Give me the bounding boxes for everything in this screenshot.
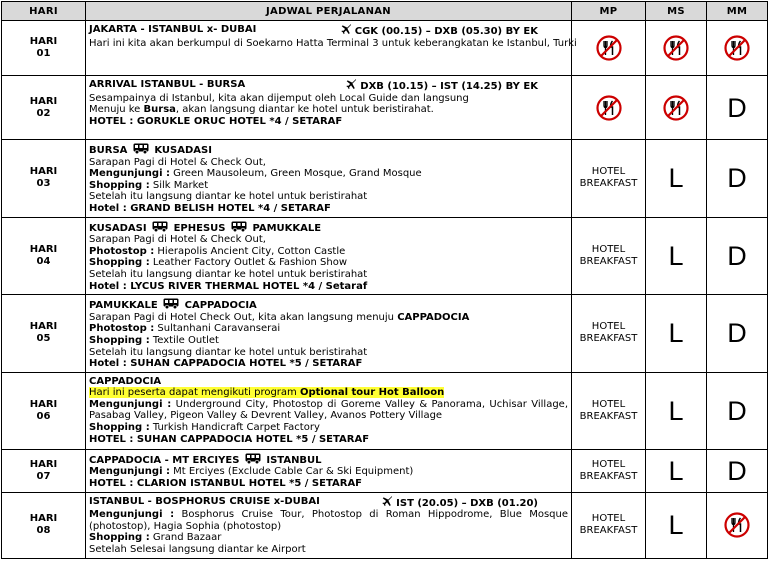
mp-cell: HOTEL BREAKFAST bbox=[572, 217, 646, 295]
mm-cell bbox=[707, 492, 768, 558]
day-number: 02 bbox=[36, 107, 51, 119]
mm-cell bbox=[707, 76, 768, 140]
table-row bbox=[2, 21, 768, 76]
meal-dinner: D bbox=[727, 92, 747, 123]
plane-icon bbox=[341, 24, 352, 35]
plan-cell bbox=[86, 21, 577, 76]
plan-cell bbox=[86, 140, 572, 218]
table-row bbox=[2, 372, 768, 449]
shopping-list: Leather Factory Outlet & Fashion Show bbox=[149, 257, 348, 269]
photostop-label: Photostop : bbox=[89, 245, 155, 257]
day-number: 06 bbox=[36, 410, 51, 422]
visit-list: Mt Erciyes (Exclude Cable Car & Ski Equipment) bbox=[169, 466, 414, 478]
day-label: HARI bbox=[29, 513, 58, 525]
hotel-info: Hotel : LYCUS RIVER THERMAL HOTEL *4 / Setaraf bbox=[89, 280, 368, 292]
shopping-label: Shopping : bbox=[89, 532, 150, 544]
bus-icon bbox=[152, 221, 168, 232]
visit-list: Green Mausoleum, Green Mosque, Grand Mosque bbox=[169, 168, 422, 180]
no-meal-icon bbox=[663, 35, 689, 61]
header-mm: MM bbox=[707, 2, 768, 21]
bus-icon bbox=[245, 453, 261, 464]
flight-info: IST (20.05) – DXB (01.20) bbox=[396, 497, 538, 509]
day-title: ARRIVAL ISTANBUL - BURSA bbox=[89, 79, 246, 90]
hotel-info: Hotel : GRAND BELISH HOTEL *4 / SETARAF bbox=[89, 202, 331, 214]
day-cell bbox=[2, 140, 86, 218]
plan-cell bbox=[86, 449, 572, 492]
meal-dinner: D bbox=[727, 318, 747, 349]
optional-tour: Optional tour Hot Balloon bbox=[299, 387, 445, 399]
ms-cell bbox=[646, 449, 707, 492]
route-end: CAPPADOCIA bbox=[184, 300, 257, 312]
day-label: HARI bbox=[29, 243, 58, 255]
plan-text: Setelah Selesai langsung diantar ke Airport bbox=[89, 544, 306, 556]
hotel-info: Hotel : SUHAN CAPPADOCIA HOTEL *5 / SETARAF bbox=[89, 358, 363, 370]
day-label: HARI bbox=[29, 321, 58, 333]
plan-text: Sarapan Pagi di Hotel Check Out, kita akan langsung menuju bbox=[89, 311, 398, 323]
meal-lunch: L bbox=[668, 318, 684, 349]
meal-dinner: D bbox=[727, 395, 747, 426]
route-start: PAMUKKALE bbox=[89, 300, 158, 312]
mp-cell bbox=[572, 76, 646, 140]
shopping-label: Shopping : bbox=[89, 179, 150, 191]
day-number: 03 bbox=[36, 178, 51, 190]
route-end: ISTANBUL bbox=[266, 454, 322, 466]
plane-icon bbox=[346, 79, 357, 90]
table-row bbox=[2, 492, 768, 558]
mm-cell bbox=[707, 449, 768, 492]
plan-cell bbox=[86, 372, 572, 449]
ms-cell bbox=[646, 21, 707, 76]
bus-icon bbox=[133, 143, 149, 154]
route-start: CAPPADOCIA - MT ERCIYES bbox=[89, 454, 240, 466]
table-row bbox=[2, 449, 768, 492]
shopping-label: Shopping : bbox=[89, 422, 150, 434]
day-cell bbox=[2, 76, 86, 140]
no-meal-icon bbox=[596, 35, 622, 61]
visit-label: Mengunjungi : bbox=[89, 509, 175, 521]
meal-lunch: L bbox=[668, 455, 684, 486]
plan-text: , akan langsung diantar ke hotel untuk beristirahat. bbox=[175, 104, 434, 116]
day-label: HARI bbox=[29, 36, 58, 47]
plan-text: Sesampainya di Istanbul, kita akan dijemput oleh Local Guide dan langsung bbox=[89, 92, 469, 104]
bus-icon bbox=[231, 221, 247, 232]
day-cell bbox=[2, 449, 86, 492]
mm-cell bbox=[707, 140, 768, 218]
day-cell bbox=[2, 492, 86, 558]
plan-cell bbox=[86, 295, 572, 373]
plan-text: Hari ini kita akan berkumpul di Soekarno Hatta Terminal 3 untuk keberangkatan ke Istanbul, Turki bbox=[89, 37, 577, 49]
mm-cell bbox=[707, 372, 768, 449]
ms-cell bbox=[646, 295, 707, 373]
meal-dinner: D bbox=[727, 163, 747, 194]
route-start: BURSA bbox=[89, 145, 128, 156]
visit-list: Underground City, Photostop di Goreme Valley & Panorama, Uchisar Village, Pasabag Valley, Pigeon Valley & Devrent Valley, Avanos Pottery Village bbox=[89, 398, 568, 422]
destination-name: CAPPADOCIA bbox=[397, 311, 470, 323]
day-label: HARI bbox=[29, 166, 58, 178]
table-header-row bbox=[2, 2, 768, 21]
day-label: HARI bbox=[29, 398, 58, 410]
shopping-list: Turkish Handicraft Carpet Factory bbox=[149, 422, 320, 434]
destination-name: Bursa bbox=[143, 104, 176, 116]
plan-text: Sarapan Pagi di Hotel & Check Out, bbox=[89, 156, 266, 168]
plane-icon bbox=[382, 496, 393, 507]
day-cell bbox=[2, 295, 86, 373]
no-meal-icon bbox=[663, 95, 689, 121]
header-mp: MP bbox=[572, 2, 646, 21]
day-title: JAKARTA - ISTANBUL x- DUBAI bbox=[89, 24, 257, 35]
meal-lunch: L bbox=[668, 163, 684, 194]
plan-text: Setelah itu langsung diantar ke hotel untuk beristirahat bbox=[89, 268, 368, 280]
ms-cell bbox=[646, 140, 707, 218]
route-stop: EPHESUS bbox=[173, 222, 226, 234]
day-label: HARI bbox=[29, 458, 58, 470]
flight-info: CGK (00.15) – DXB (05.30) BY EK bbox=[354, 26, 538, 37]
day-cell bbox=[2, 21, 86, 76]
hotel-info: HOTEL : GORUKLE ORUC HOTEL *4 / SETARAF bbox=[89, 115, 343, 127]
hotel-info: HOTEL : SUHAN CAPPADOCIA HOTEL *5 / SETARAF bbox=[89, 433, 370, 445]
plan-text: Hari ini peserta dapat mengikuti program bbox=[89, 387, 300, 399]
meal-lunch: L bbox=[668, 240, 684, 271]
day-title: ISTANBUL - BOSPHORUS CRUISE x-DUBAI bbox=[89, 495, 320, 507]
meal-lunch: L bbox=[668, 510, 684, 541]
route-start: KUSADASI bbox=[89, 222, 147, 234]
header-day: HARI bbox=[2, 2, 86, 21]
table-row bbox=[2, 217, 768, 295]
photostop-list: Hierapolis Ancient City, Cotton Castle bbox=[154, 245, 346, 257]
mm-cell bbox=[707, 217, 768, 295]
table-row bbox=[2, 140, 768, 218]
route-end: PAMUKKALE bbox=[252, 222, 322, 234]
visit-label: Mengunjungi : bbox=[89, 168, 170, 180]
mp-cell: HOTEL BREAKFAST bbox=[572, 140, 646, 218]
mm-cell bbox=[707, 295, 768, 373]
header-plan: JADWAL PERJALANAN bbox=[86, 2, 572, 21]
plan-text: Setelah itu langsung diantar ke hotel untuk beristirahat bbox=[89, 346, 368, 358]
ms-cell bbox=[646, 76, 707, 140]
mp-cell: HOTEL BREAKFAST bbox=[572, 295, 646, 373]
visit-label: Mengunjungi : bbox=[89, 466, 170, 478]
day-number: 07 bbox=[36, 470, 51, 482]
day-cell bbox=[2, 217, 86, 295]
plan-text: Menuju ke bbox=[89, 104, 144, 116]
route-end: KUSADASI bbox=[154, 145, 212, 156]
visit-list: Bosphorus Cruise Tour, Photostop di Roman Hippodrome, Blue Mosque (photostop), Hagia Sophia (photostop) bbox=[89, 509, 568, 532]
shopping-list: Silk Market bbox=[149, 179, 209, 191]
mm-cell bbox=[707, 21, 768, 76]
no-meal-icon bbox=[724, 35, 750, 61]
mp-cell bbox=[572, 21, 646, 76]
day-number: 01 bbox=[36, 48, 51, 59]
no-meal-icon bbox=[596, 95, 622, 121]
photostop-label: Photostop : bbox=[89, 323, 155, 335]
meal-dinner: D bbox=[727, 240, 747, 271]
photostop-list: Sultanhani Caravanserai bbox=[154, 323, 281, 335]
shopping-label: Shopping : bbox=[89, 257, 150, 269]
plan-text: Sarapan Pagi di Hotel & Check Out, bbox=[89, 234, 266, 246]
meal-lunch: L bbox=[668, 395, 684, 426]
plan-cell bbox=[86, 217, 572, 295]
plan-text: Setelah itu langsung diantar ke hotel untuk beristirahat bbox=[89, 191, 368, 203]
ms-cell bbox=[646, 372, 707, 449]
ms-cell bbox=[646, 492, 707, 558]
day-cell bbox=[2, 372, 86, 449]
visit-label: Mengunjungi : bbox=[89, 398, 172, 410]
day-label: HARI bbox=[29, 95, 58, 107]
header-ms: MS bbox=[646, 2, 707, 21]
route-start: CAPPADOCIA bbox=[89, 375, 162, 387]
mp-cell: HOTEL BREAKFAST bbox=[572, 492, 646, 558]
mp-cell: HOTEL BREAKFAST bbox=[572, 449, 646, 492]
shopping-label: Shopping : bbox=[89, 334, 150, 346]
mp-cell: HOTEL BREAKFAST bbox=[572, 372, 646, 449]
table-row bbox=[2, 76, 768, 140]
day-number: 05 bbox=[36, 333, 51, 345]
ms-cell bbox=[646, 217, 707, 295]
bus-icon bbox=[163, 298, 179, 309]
day-number: 08 bbox=[36, 525, 51, 537]
hotel-info: HOTEL : CLARION ISTANBUL HOTEL *5 / SETARAF bbox=[89, 477, 363, 489]
highlight-notice bbox=[89, 387, 444, 398]
itinerary-table bbox=[1, 1, 768, 559]
day-number: 04 bbox=[36, 255, 51, 267]
table-row bbox=[2, 295, 768, 373]
no-meal-icon bbox=[724, 512, 750, 538]
plan-cell bbox=[86, 492, 572, 558]
plan-cell bbox=[86, 76, 572, 140]
shopping-list: Textile Outlet bbox=[149, 334, 219, 346]
meal-dinner: D bbox=[727, 455, 747, 486]
shopping-list: Grand Bazaar bbox=[149, 532, 222, 544]
flight-info: DXB (10.15) – IST (14.25) BY EK bbox=[360, 81, 538, 92]
